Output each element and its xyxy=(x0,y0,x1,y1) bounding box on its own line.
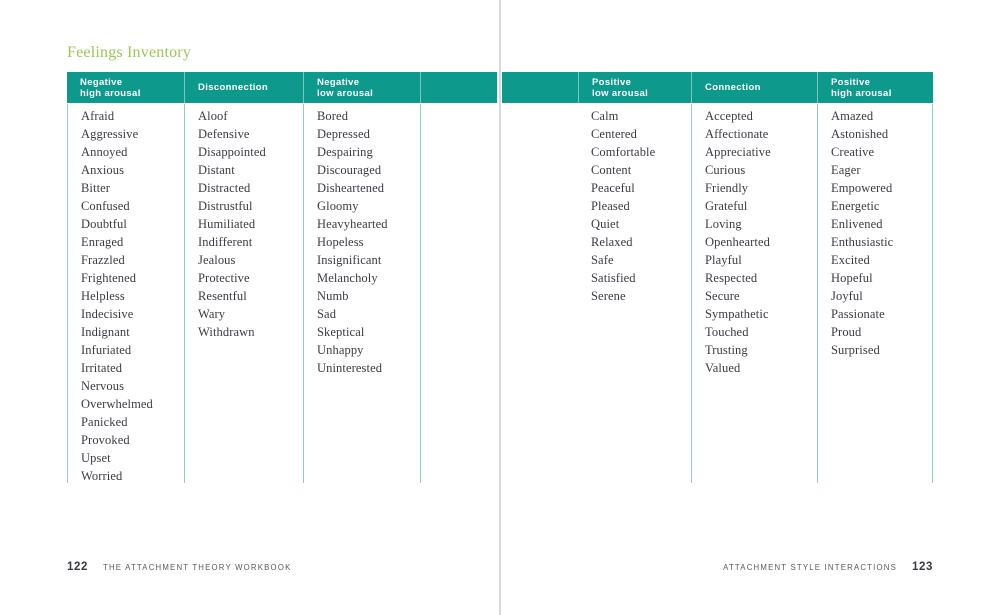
feeling-item: Sympathetic xyxy=(705,307,769,321)
feeling-item: Afraid xyxy=(81,109,115,123)
feeling-item: Disheartened xyxy=(317,181,385,195)
feeling-item: Wary xyxy=(198,307,226,321)
feeling-item: Joyful xyxy=(831,289,863,303)
header-line: Positive xyxy=(831,76,871,88)
feeling-item: Playful xyxy=(705,253,742,267)
feeling-item: Peaceful xyxy=(591,181,635,195)
feeling-item: Melancholy xyxy=(317,271,378,285)
feeling-item: Despairing xyxy=(317,145,373,159)
feeling-item: Provoked xyxy=(81,433,130,447)
feeling-item: Overwhelmed xyxy=(81,397,153,411)
feeling-item: Aloof xyxy=(198,109,228,123)
column-positive-high-arousal xyxy=(817,104,933,483)
feeling-item: Indecisive xyxy=(81,307,134,321)
feeling-item: Numb xyxy=(317,289,349,303)
header-blank-right xyxy=(502,72,578,103)
feeling-item: Depressed xyxy=(317,127,370,141)
table-header-right xyxy=(502,72,933,103)
header-line: Negative xyxy=(317,76,360,88)
header-negative-high-arousal xyxy=(67,72,184,103)
feeling-item: Nervous xyxy=(81,379,125,393)
header-line: high arousal xyxy=(831,87,892,99)
feeling-item: Jealous xyxy=(198,253,236,267)
feeling-item: Calm xyxy=(591,109,619,123)
header-connection xyxy=(691,72,817,103)
feeling-item: Anxious xyxy=(81,163,125,177)
feeling-item: Skeptical xyxy=(317,325,365,339)
feeling-item: Confused xyxy=(81,199,130,213)
feeling-item: Distracted xyxy=(198,181,251,195)
column-blank-left xyxy=(420,104,497,483)
feeling-item: Upset xyxy=(81,451,111,465)
feeling-item: Safe xyxy=(591,253,614,267)
feeling-item: Openhearted xyxy=(705,235,770,249)
feeling-item: Relaxed xyxy=(591,235,633,249)
feeling-item: Infuriated xyxy=(81,343,132,357)
feeling-item: Resentful xyxy=(198,289,247,303)
page-gutter-divider xyxy=(499,0,501,615)
column-negative-high-arousal xyxy=(67,104,184,483)
header-line: high arousal xyxy=(80,87,141,99)
feeling-item: Respected xyxy=(705,271,758,285)
feeling-item: Friendly xyxy=(705,181,749,195)
feeling-item: Discouraged xyxy=(317,163,382,177)
feeling-item: Hopeful xyxy=(831,271,873,285)
feeling-item: Enlivened xyxy=(831,217,883,231)
feeling-item: Annoyed xyxy=(81,145,128,159)
feeling-item: Eager xyxy=(831,163,861,177)
feeling-item: Quiet xyxy=(591,217,620,231)
feeling-item: Comfortable xyxy=(591,145,656,159)
header-blank-left xyxy=(420,72,497,103)
feeling-item: Amazed xyxy=(831,109,874,123)
header-line: low arousal xyxy=(592,87,649,99)
feeling-item: Withdrawn xyxy=(198,325,255,339)
feeling-item: Insignificant xyxy=(317,253,382,267)
feeling-item: Trusting xyxy=(705,343,748,357)
feeling-item: Doubtful xyxy=(81,217,127,231)
feeling-item: Empowered xyxy=(831,181,893,195)
feeling-item: Serene xyxy=(591,289,626,303)
feeling-item: Content xyxy=(591,163,632,177)
feeling-item: Gloomy xyxy=(317,199,359,213)
feeling-item: Uninterested xyxy=(317,361,383,375)
feeling-item: Aggressive xyxy=(81,127,139,141)
feeling-item: Frazzled xyxy=(81,253,125,267)
feeling-item: Centered xyxy=(591,127,637,141)
feeling-item: Indignant xyxy=(81,325,130,339)
footer-left xyxy=(67,561,292,573)
feeling-item: Hopeless xyxy=(317,235,364,249)
feeling-item: Valued xyxy=(705,361,741,375)
feeling-item: Energetic xyxy=(831,199,880,213)
feelings-table-left xyxy=(67,104,497,483)
header-line: low arousal xyxy=(317,87,374,99)
column-positive-low-arousal xyxy=(578,104,691,483)
header-line: Negative xyxy=(80,76,123,88)
feeling-item: Passionate xyxy=(831,307,885,321)
table-header-left xyxy=(67,72,497,103)
feeling-item: Unhappy xyxy=(317,343,364,357)
page-number-left: 122 xyxy=(67,561,88,573)
feeling-item: Frightened xyxy=(81,271,137,285)
feeling-item: Pleased xyxy=(591,199,630,213)
header-line: Positive xyxy=(592,76,632,88)
feeling-item: Touched xyxy=(705,325,749,339)
book-title-running-head: THE ATTACHMENT THEORY WORKBOOK xyxy=(103,563,292,572)
header-line: Connection xyxy=(705,82,761,93)
chapter-running-head: ATTACHMENT STYLE INTERACTIONS xyxy=(723,563,897,572)
feeling-item: Excited xyxy=(831,253,870,267)
header-line: Disconnection xyxy=(198,82,269,93)
feeling-item: Protective xyxy=(198,271,250,285)
feeling-item: Grateful xyxy=(705,199,748,213)
feeling-item: Disappointed xyxy=(198,145,266,159)
column-negative-low-arousal xyxy=(303,104,420,483)
feeling-item: Surprised xyxy=(831,343,880,357)
header-disconnection xyxy=(184,72,303,103)
column-connection xyxy=(691,104,817,483)
feeling-item: Distant xyxy=(198,163,235,177)
feeling-item: Curious xyxy=(705,163,746,177)
feeling-item: Bored xyxy=(317,109,349,123)
page-number-right: 123 xyxy=(912,561,933,573)
feeling-item: Sad xyxy=(317,307,337,321)
feelings-table-right xyxy=(502,104,933,483)
feeling-item: Indifferent xyxy=(198,235,253,249)
feeling-item: Worried xyxy=(81,469,123,483)
feeling-item: Distrustful xyxy=(198,199,253,213)
feeling-item: Heavyhearted xyxy=(317,217,388,231)
feeling-item: Panicked xyxy=(81,415,128,429)
feeling-item: Helpless xyxy=(81,289,125,303)
footer-right xyxy=(723,561,933,573)
feeling-item: Irritated xyxy=(81,361,123,375)
feeling-item: Secure xyxy=(705,289,740,303)
feeling-item: Loving xyxy=(705,217,742,231)
feeling-item: Enthusiastic xyxy=(831,235,894,249)
feeling-item: Defensive xyxy=(198,127,250,141)
feeling-item: Humiliated xyxy=(198,217,256,231)
feeling-item: Accepted xyxy=(705,109,753,123)
header-positive-high-arousal xyxy=(817,72,933,103)
feeling-item: Proud xyxy=(831,325,862,339)
page-title: Feelings Inventory xyxy=(67,44,192,61)
feeling-item: Satisfied xyxy=(591,271,636,285)
header-negative-low-arousal xyxy=(303,72,420,103)
feeling-item: Appreciative xyxy=(705,145,771,159)
column-blank-right xyxy=(502,104,578,483)
feeling-item: Astonished xyxy=(831,127,889,141)
feeling-item: Bitter xyxy=(81,181,111,195)
header-positive-low-arousal xyxy=(578,72,691,103)
feeling-item: Enraged xyxy=(81,235,124,249)
column-disconnection xyxy=(184,104,303,483)
feeling-item: Affectionate xyxy=(705,127,769,141)
feeling-item: Creative xyxy=(831,145,875,159)
